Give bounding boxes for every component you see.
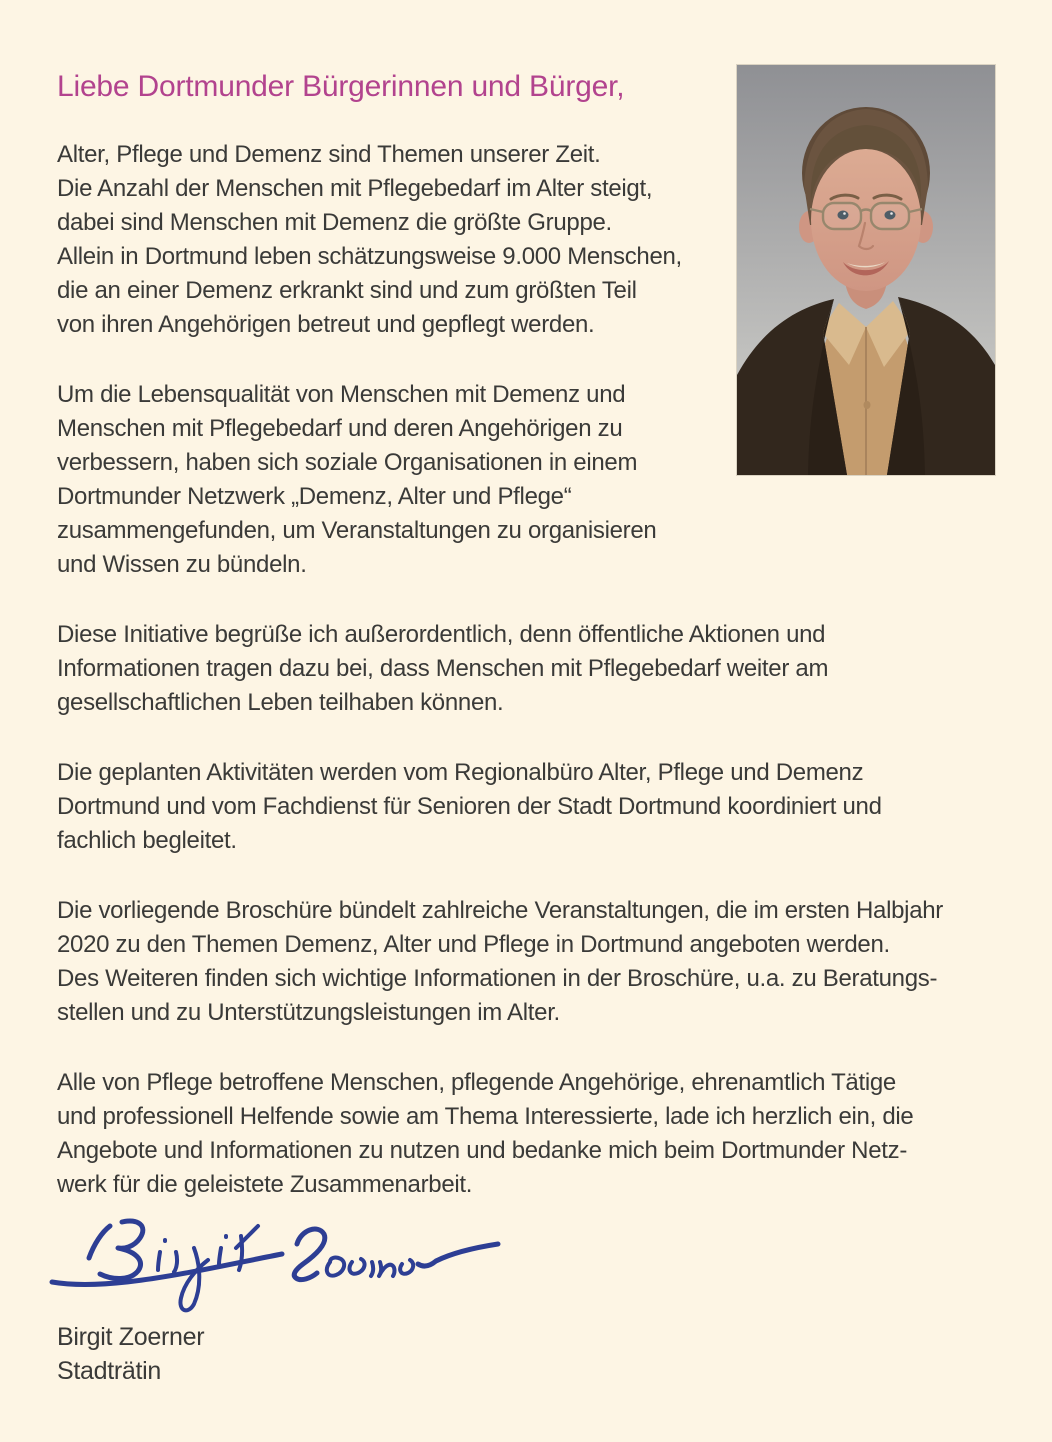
signer-name: Birgit Zoerner — [57, 1323, 205, 1351]
text-line: Dortmunder Netzwerk „Demenz, Alter und Pflege“ — [57, 483, 572, 510]
text-line: und Wissen zu bündeln. — [57, 551, 307, 578]
text-line: die an einer Demenz erkrankt sind und zum größten Teil — [57, 277, 637, 304]
portrait-photo — [737, 65, 995, 475]
paragraph — [57, 894, 1017, 1030]
text-line: Die vorliegende Broschüre bündelt zahlreiche Veranstaltungen, die im ersten Halbjahr — [57, 897, 944, 924]
text-line: verbessern, haben sich soziale Organisationen in einem — [57, 449, 638, 476]
text-line: Diese Initiative begrüße ich außerordentlich, denn öffentliche Aktionen und — [57, 621, 826, 648]
text-line: und professionell Helfende sowie am Thema Interessierte, lade ich herzlich ein, die — [57, 1103, 914, 1130]
paragraph — [57, 756, 1017, 858]
text-line: zusammengefunden, um Veranstaltungen zu organisieren — [57, 517, 657, 544]
signer-title: Stadträtin — [57, 1357, 162, 1385]
text-line: Alle von Pflege betroffene Menschen, pflegende Angehörige, ehrenamtlich Tätige — [57, 1069, 896, 1096]
text-line: Um die Lebensqualität von Menschen mit Demenz und — [57, 381, 626, 408]
text-line: Die geplanten Aktivitäten werden vom Regionalbüro Alter, Pflege und Demenz — [57, 759, 864, 786]
salutation-heading: Liebe Dortmunder Bürgerinnen und Bürger, — [57, 70, 625, 103]
portrait-photo-graphic — [737, 65, 995, 475]
text-line: Informationen tragen dazu bei, dass Menschen mit Pflegebedarf weiter am — [57, 655, 829, 682]
text-line: fachlich begleitet. — [57, 827, 237, 854]
text-line: von ihren Angehörigen betreut und gepflegt werden. — [57, 311, 595, 338]
text-line: dabei sind Menschen mit Demenz die größte Gruppe. — [57, 209, 612, 236]
text-line: Allein in Dortmund leben schätzungsweise 9.000 Menschen, — [57, 243, 682, 270]
paragraph — [57, 1066, 1017, 1202]
text-line: Dortmund und vom Fachdienst für Senioren der Stadt Dortmund koordiniert und — [57, 793, 882, 820]
text-line: Menschen mit Pflegebedarf und deren Angehörigen zu — [57, 415, 623, 442]
text-line: werk für die geleistete Zusammenarbeit. — [57, 1171, 473, 1198]
signature-image — [48, 1216, 504, 1326]
signer-block — [57, 1320, 204, 1388]
text-line: Angebote und Informationen zu nutzen und bedanke mich beim Dortmunder Netz- — [57, 1137, 908, 1164]
text-line: Alter, Pflege und Demenz sind Themen unserer Zeit. — [57, 141, 601, 168]
text-line: stellen und zu Unterstützungsleistungen im Alter. — [57, 999, 560, 1026]
text-line: Die Anzahl der Menschen mit Pflegebedarf im Alter steigt, — [57, 175, 653, 202]
text-line: Des Weiteren finden sich wichtige Informationen in der Broschüre, u.a. zu Beratungs- — [57, 965, 938, 992]
text-line: gesellschaftlichen Leben teilhaben können. — [57, 689, 504, 716]
paragraph — [57, 618, 1017, 720]
text-line: 2020 zu den Themen Demenz, Alter und Pflege in Dortmund angeboten werden. — [57, 931, 890, 958]
